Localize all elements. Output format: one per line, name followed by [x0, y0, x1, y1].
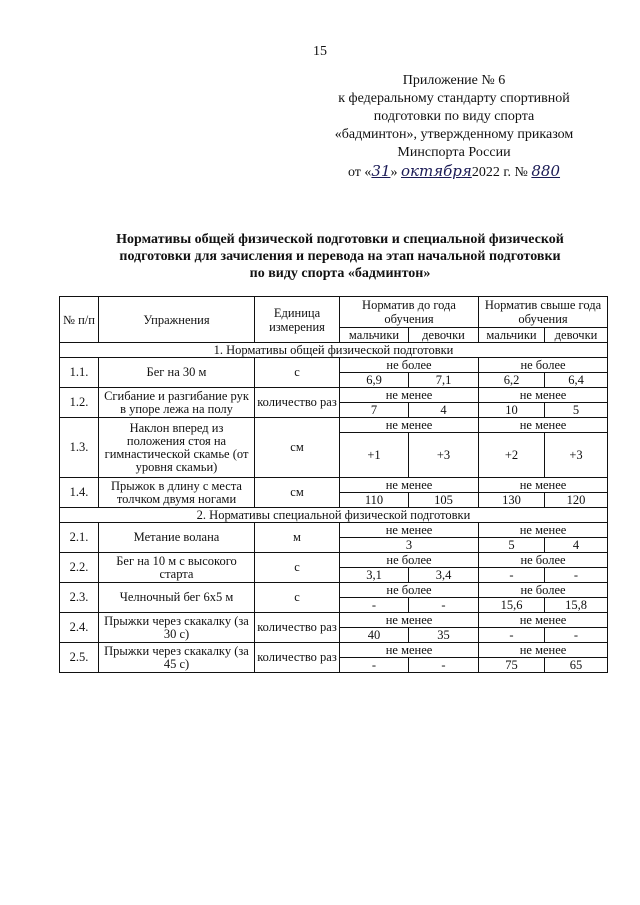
page-number: 15 — [313, 44, 327, 59]
row-value: 110 — [340, 493, 409, 508]
row-unit: количество раз — [255, 388, 340, 418]
row-value: 3,4 — [409, 568, 479, 583]
row-value: +1 — [340, 433, 409, 478]
row-exercise: Метание волана — [99, 523, 255, 553]
row-condition: не менее — [479, 418, 608, 433]
order-month-handwritten: октября — [401, 162, 472, 180]
row-condition: не менее — [340, 643, 479, 658]
row-value: 75 — [479, 658, 545, 673]
row-value: 130 — [479, 493, 545, 508]
row-num: 1.3. — [60, 418, 99, 478]
row-condition: не менее — [479, 643, 608, 658]
row-condition: не более — [479, 358, 608, 373]
row-value: 120 — [545, 493, 608, 508]
row-value: 5 — [479, 538, 545, 553]
row-unit: с — [255, 553, 340, 583]
appendix-line: подготовки по виду спорта — [373, 109, 535, 124]
row-num: 2.1. — [60, 523, 99, 553]
row-value: - — [479, 628, 545, 643]
row-unit: см — [255, 418, 340, 478]
row-value: 3,1 — [340, 568, 409, 583]
row-value: +3 — [409, 433, 479, 478]
row-value: 5 — [545, 403, 608, 418]
row-condition: не менее — [340, 388, 479, 403]
row-exercise: Челночный бег 6х5 м — [99, 583, 255, 613]
row-value: - — [340, 658, 409, 673]
section-heading: 2. Нормативы специальной физической подготовки — [60, 508, 608, 523]
row-condition: не более — [479, 553, 608, 568]
row-condition: не более — [340, 358, 479, 373]
order-prefix: от « — [347, 165, 372, 180]
title-line: подготовки для зачисления и перевода на этап начальной подготовки — [119, 249, 561, 264]
row-value: - — [409, 598, 479, 613]
row-num: 1.2. — [60, 388, 99, 418]
row-value: 3 — [340, 538, 479, 553]
row-exercise: Прыжки через скакалку (за 30 с) — [99, 613, 255, 643]
order-reference — [304, 162, 604, 182]
row-exercise: Бег на 30 м — [99, 358, 255, 388]
row-condition: не менее — [340, 478, 479, 493]
row-value: 65 — [545, 658, 608, 673]
row-num: 2.4. — [60, 613, 99, 643]
row-condition: не менее — [479, 613, 608, 628]
row-value: 105 — [409, 493, 479, 508]
row-condition: не более — [340, 553, 479, 568]
row-exercise: Прыжок в длину с места толчком двумя ногами — [99, 478, 255, 508]
row-condition: не менее — [479, 478, 608, 493]
normatives-table — [59, 296, 608, 673]
header-boys: мальчики — [479, 328, 545, 343]
row-condition: не менее — [340, 613, 479, 628]
order-day-handwritten: 31 — [371, 162, 391, 180]
row-exercise: Бег на 10 м с высокого старта — [99, 553, 255, 583]
row-condition: не менее — [479, 388, 608, 403]
row-value: 40 — [340, 628, 409, 643]
row-value: 7 — [340, 403, 409, 418]
header-norm-to-year: Норматив до года обучения — [340, 297, 479, 328]
row-unit: см — [255, 478, 340, 508]
row-value: 15,6 — [479, 598, 545, 613]
row-value: - — [545, 628, 608, 643]
row-unit: с — [255, 583, 340, 613]
header-girls: девочки — [545, 328, 608, 343]
appendix-line: «бадминтон», утвержденному приказом — [334, 127, 574, 142]
header-exercise: Упражнения — [99, 297, 255, 343]
row-condition: не более — [340, 583, 479, 598]
row-value: +2 — [479, 433, 545, 478]
row-value: 7,1 — [409, 373, 479, 388]
section-heading: 1. Нормативы общей физической подготовки — [60, 343, 608, 358]
row-value: 10 — [479, 403, 545, 418]
title-line: по виду спорта «бадминтон» — [249, 266, 431, 281]
row-value: - — [545, 568, 608, 583]
row-value: 6,2 — [479, 373, 545, 388]
row-value: 6,9 — [340, 373, 409, 388]
row-unit: количество раз — [255, 643, 340, 673]
row-value: 15,8 — [545, 598, 608, 613]
row-value: +3 — [545, 433, 608, 478]
row-num: 2.2. — [60, 553, 99, 583]
order-mid: » — [390, 165, 398, 180]
row-value: 6,4 — [545, 373, 608, 388]
row-exercise: Наклон вперед из положения стоя на гимнастической скамье (от уровня скамьи) — [99, 418, 255, 478]
appendix-line: к федеральному стандарту спортивной — [338, 91, 570, 106]
appendix-line: Приложение № 6 — [402, 73, 506, 88]
row-condition: не более — [479, 583, 608, 598]
row-value: - — [340, 598, 409, 613]
order-number-handwritten: 880 — [531, 162, 561, 180]
row-condition: не менее — [479, 523, 608, 538]
header-boys: мальчики — [340, 328, 409, 343]
order-year: 2022 г. № — [471, 165, 528, 180]
row-unit: количество раз — [255, 613, 340, 643]
row-unit: м — [255, 523, 340, 553]
row-value: 4 — [409, 403, 479, 418]
header-num: № п/п — [60, 297, 99, 343]
row-num: 2.5. — [60, 643, 99, 673]
row-condition: не менее — [340, 418, 479, 433]
title-line: Нормативы общей физической подготовки и специальной физической — [116, 232, 564, 247]
row-unit: с — [255, 358, 340, 388]
row-value: - — [479, 568, 545, 583]
row-num: 1.4. — [60, 478, 99, 508]
row-condition: не менее — [340, 523, 479, 538]
row-num: 1.1. — [60, 358, 99, 388]
row-value: 4 — [545, 538, 608, 553]
row-exercise: Сгибание и разгибание рук в упоре лежа на полу — [99, 388, 255, 418]
row-value: - — [409, 658, 479, 673]
header-girls: девочки — [409, 328, 479, 343]
document-title — [60, 231, 620, 282]
header-norm-over-year: Норматив свыше года обучения — [479, 297, 608, 328]
appendix-header — [304, 72, 604, 182]
row-exercise: Прыжки через скакалку (за 45 с) — [99, 643, 255, 673]
row-value: 35 — [409, 628, 479, 643]
header-unit: Единица измерения — [255, 297, 340, 343]
row-num: 2.3. — [60, 583, 99, 613]
appendix-line: Минспорта России — [397, 145, 511, 160]
